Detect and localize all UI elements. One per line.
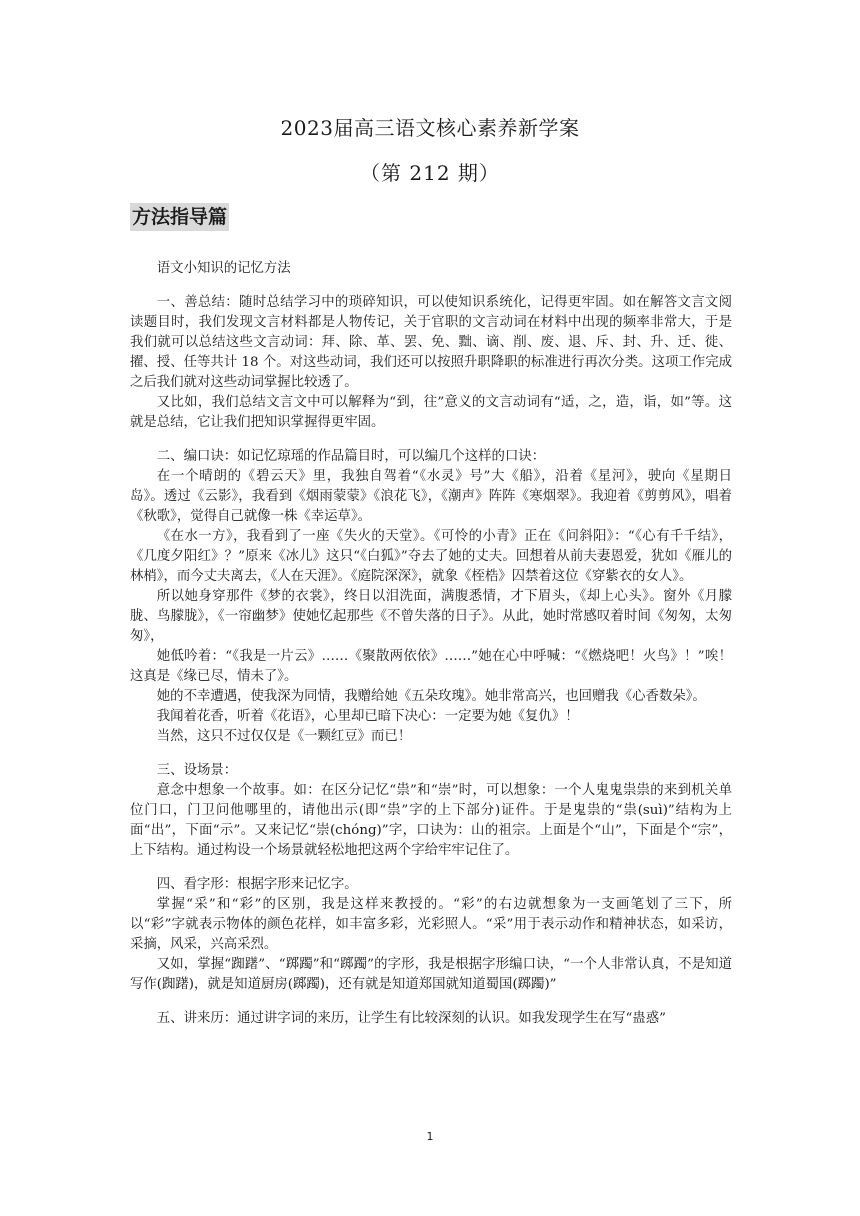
page-number: 1 bbox=[426, 1130, 434, 1143]
paragraph-mnemonic-2: 《在水一方》，我看到了一座《失火的天堂》。《可怜的小青》正在《问斜阳》：“《心有千千结》，《几度夕阳红》？”原来《冰儿》这只“《白狐》”夺去了她的丈夫。回想着从前夫妻恩爱，犹如《雁儿的林梢》，而今丈夫离去，《人在天涯》。《庭院深深》，就象《桎梏》囚禁着这位《穿紫衣的女人》。 bbox=[130, 529, 732, 584]
paragraph-scene-heading: 三、设场景： bbox=[156, 763, 238, 778]
paragraph-mnemonic-3: 所以她身穿那件《梦的衣裳》，终日以泪洗面，满腹悉情，才下眉头，《却上心头》。窗外《月朦胧、鸟朦胧》，《一帘幽梦》使她忆起那些《不曾失落的日子》。从此，她时常感叹着时间《匆匆，太匆匆》， bbox=[130, 589, 732, 644]
article-body bbox=[130, 259, 732, 1029]
paragraph-scene: 意念中想象一个故事。如：在区分记忆“祟”和“崇”时，可以想象：一个人鬼鬼祟祟的来到机关单位门口，门卫问他哪里的，请他出示(即“祟”字的上下部分)证件。于是鬼祟的“祟(suì)”结构为上面“出”，下面“示”。又来记忆“崇(chóng)”字，口诀为：山的祖宗。上面是个“山”，下面是个“宗”，上下结构。通过构设一个场景就轻松地把这两个字给牢牢记住了。 bbox=[130, 783, 732, 858]
paragraph-summary: 一、善总结：随时总结学习中的琐碎知识，可以使知识系统化，记得更牢固。如在解答文言文阅读题目时，我们发现文言材料都是人物传记，关于官职的文言动词在材料中出现的频率非常大，于是我们就可以总结这些文言动词：拜、除、革、罢、免、黜、谪、削、废、退、斥、封、升、迁、徙、擢、授、任等共计 18 个。对这些动词，我们还可以按照升职降职的标准进行再次分类。这项工作完成之后我们就对这些动词掌握比较透了。 bbox=[130, 295, 732, 390]
paragraph-mnemonic-6: 我闻着花香，听着《花语》，心里却已暗下决心：一定要为她《复仇》！ bbox=[156, 709, 579, 724]
paragraph-mnemonic-7: 当然，这只不过仅仅是《一颗红豆》而已！ bbox=[156, 729, 412, 744]
paragraph-mnemonic: 二、编口诀：如记忆琼瑶的作品篇目时，可以编几个这样的口诀： bbox=[156, 449, 546, 464]
article-title: 语文小知识的记忆方法 bbox=[156, 261, 291, 276]
paragraph-mnemonic-4: 她低吟着：“《我是一片云》……《聚散两依依》……”她在心中呼喊：“《燃烧吧！火鸟》！”唉！这真是《缘已尽，情未了》。 bbox=[130, 649, 732, 684]
paragraph-mnemonic-5: 她的不幸遭遇，使我深为同情，我赠给她《五朵玫瑰》。她非常高兴，也回赠我《心香数朵》。 bbox=[156, 689, 706, 704]
document-title: 2023届高三语文核心素养新学案 bbox=[280, 116, 580, 140]
issue-number: （第 212 期） bbox=[360, 161, 500, 185]
section-heading: 方法指导篇 bbox=[130, 203, 229, 231]
paragraph-glyph-1: 掌握“采”和“彩”的区别，我是这样来教授的。“彩”的右边就想象为一支画笔划了三下，所以“彩”字就表示物体的颜色花样，如丰富多彩，光彩照人。“采”用于表示动作和精神状态，如采访，采摘，风采，兴高采烈。 bbox=[130, 897, 732, 952]
paragraph-origin: 五、讲来历：通过讲字词的来历，让学生有比较深刻的认识。如我发现学生在写“蛊惑” bbox=[156, 1011, 666, 1026]
paragraph-glyph-heading: 四、看字形：根据字形来记忆字。 bbox=[156, 877, 358, 892]
paragraph-summary-example: 又比如，我们总结文言文中可以解释为“到，往”意义的文言动词有“适，之，造，诣，如”等。这就是总结，它让我们把知识掌握得更牢固。 bbox=[130, 395, 732, 430]
paragraph-glyph-2: 又如，掌握“踟躇”、“踯躅”和“踯躅”的字形，我是根据字形编口诀，“一个人非常认真，不是知道写作(踟躇)，就是知道厨房(踯躅)，还有就是知道郑国就知道蜀国(踯躅)” bbox=[130, 957, 732, 992]
paragraph-mnemonic-1: 在一个晴朗的《碧云天》里，我独自驾着“《水灵》号”大《船》，沿着《星河》，驶向《星期日岛》。透过《云影》，我看到《烟雨蒙蒙》《浪花飞》，《潮声》阵阵《寒烟翠》。我迎着《剪剪风》，唱着《秋歌》，觉得自己就像一株《幸运草》。 bbox=[130, 469, 732, 524]
